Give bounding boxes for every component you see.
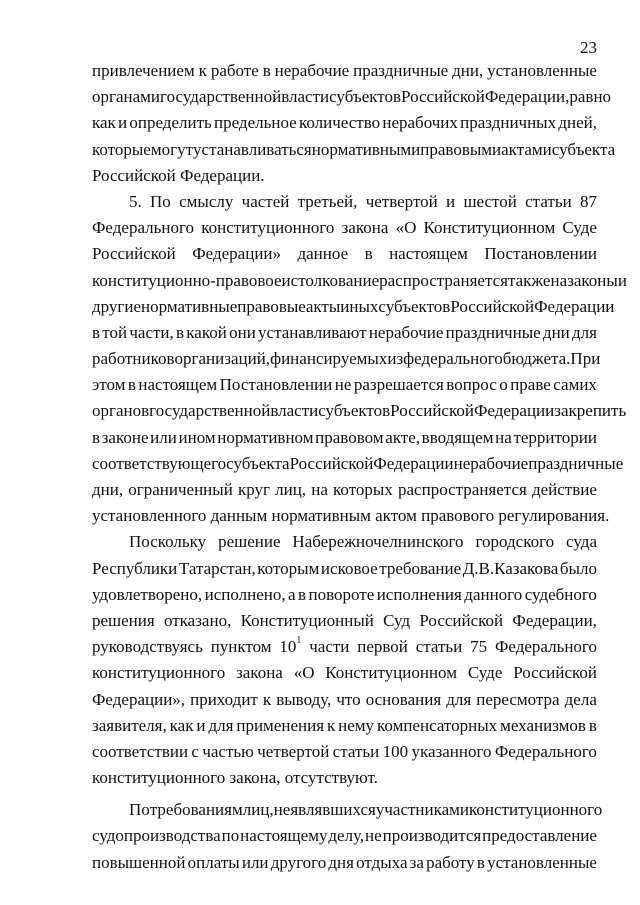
word: требование [379, 558, 462, 578]
word: праздничные [445, 322, 541, 342]
word: Суд [383, 610, 411, 630]
word: устанавливаться [193, 139, 312, 159]
word: устанавливают [258, 322, 367, 342]
word: на [495, 427, 512, 447]
word: 87 [580, 191, 597, 211]
word: лиц, [275, 480, 307, 499]
paragraph [92, 58, 616, 189]
word: Д.В.Казакова [462, 558, 559, 578]
text-line [92, 58, 597, 84]
word: нормативными [311, 139, 421, 159]
text-line [92, 163, 597, 189]
word: определить [129, 113, 212, 133]
word: заявителя, [92, 715, 167, 735]
word: истолкование [281, 270, 380, 290]
word: При [570, 349, 601, 369]
word: судебного [524, 584, 597, 604]
word: статьи [332, 741, 380, 761]
word: правовом [315, 427, 384, 447]
word: статьи [525, 191, 572, 211]
word: основания [365, 689, 442, 709]
word: в [127, 375, 136, 395]
word: акте, [385, 427, 421, 447]
word: частью [202, 741, 254, 761]
word: Конституционном [423, 218, 556, 238]
word: Федерального [494, 741, 597, 761]
word: было [559, 558, 597, 578]
text-line [92, 346, 601, 372]
word: праздничные [528, 453, 624, 473]
word: какой [186, 322, 227, 342]
word: Постановлении [484, 244, 597, 264]
word: 75 [470, 637, 488, 657]
word: предельное [214, 113, 297, 133]
text-line [92, 503, 610, 529]
text-line [92, 294, 615, 320]
word: Федерации, [484, 87, 570, 107]
word: и [118, 113, 128, 133]
text-line [92, 850, 597, 876]
word: как [169, 715, 194, 735]
word: разрешается [353, 375, 444, 395]
word: городского [475, 532, 555, 552]
word: той [102, 322, 128, 342]
word: Федерации» [192, 244, 282, 264]
word: работников [92, 349, 175, 369]
word: шестой [463, 191, 517, 211]
word: исполнено, [204, 584, 286, 604]
word: на [311, 480, 328, 499]
word: в [476, 852, 485, 872]
word: оплаты [187, 852, 240, 872]
word: дней, [558, 113, 597, 133]
word: как [92, 113, 116, 133]
word: которые [92, 139, 151, 159]
word: пунктом [210, 637, 272, 657]
word: актами [501, 139, 552, 159]
word: не [365, 826, 382, 846]
word: Федерального [92, 218, 195, 238]
word: или [150, 427, 177, 447]
text-line [92, 739, 597, 765]
word: с [191, 741, 199, 761]
word: дела [564, 689, 597, 709]
word: нему [338, 715, 375, 735]
word: они [229, 322, 256, 342]
word: участниками [375, 800, 470, 820]
word: смыслу [179, 191, 234, 211]
word: статьи [415, 637, 463, 657]
word: для [208, 715, 234, 735]
word: органов [92, 401, 150, 421]
word: закона [341, 218, 389, 238]
text-line [92, 268, 627, 294]
paragraph [92, 797, 603, 876]
text-line [92, 713, 597, 739]
word: Российской [289, 453, 374, 473]
word: указанного [411, 741, 492, 761]
text-line [92, 215, 597, 241]
word: по [221, 826, 240, 846]
word: государственной [149, 401, 271, 421]
word: что [336, 689, 361, 709]
word: привлечением [92, 61, 195, 80]
word: требованиям [149, 800, 243, 820]
word: Татарстан, [178, 558, 256, 578]
word: данного [464, 584, 523, 604]
word: Российской [92, 244, 176, 264]
text-line [92, 556, 597, 582]
text-line [92, 660, 597, 686]
word: работе [210, 61, 259, 80]
word: «О [293, 663, 315, 683]
text-line [92, 634, 597, 660]
word: выводу, [276, 689, 332, 709]
text-line [92, 477, 597, 503]
word: По [129, 800, 150, 820]
text-line [92, 320, 597, 346]
paragraph [92, 529, 597, 791]
word: на [550, 270, 568, 290]
word: Федерации [373, 453, 454, 473]
word: Суде [562, 218, 597, 238]
paragraph [92, 189, 627, 529]
word: Российской [419, 610, 504, 630]
word: исполнения [376, 584, 462, 604]
text-line [92, 137, 616, 163]
word: руководствуясь [92, 637, 203, 657]
text-line [92, 189, 597, 215]
word: а [288, 584, 296, 604]
word: четвертой [365, 191, 438, 211]
word: и [446, 191, 456, 211]
word: конституционно-правовое [92, 270, 282, 290]
word: распространяется [379, 270, 508, 290]
word: финансируемых [270, 349, 388, 369]
word: власти [281, 87, 330, 107]
word: которым [257, 558, 320, 578]
word: субъектов [329, 87, 402, 107]
word: самих [553, 375, 597, 395]
word: за [409, 852, 424, 872]
word: решения [92, 610, 155, 630]
word: нормативные [141, 296, 238, 316]
word: в [588, 715, 597, 735]
text-line [92, 372, 597, 398]
word: дни, [452, 61, 484, 80]
word: Конституционный [240, 610, 374, 630]
word: Суде [467, 663, 503, 683]
word: Российской [513, 663, 597, 683]
text-line [92, 687, 597, 713]
word: Конституционном [325, 663, 457, 683]
word: Российской Федерации. [92, 165, 265, 185]
word: соответствии [92, 741, 189, 761]
word: в [92, 427, 101, 447]
word: Постановлении [219, 375, 333, 395]
word: к [326, 715, 336, 735]
word: Республики [92, 558, 178, 578]
word: федерального [403, 349, 503, 369]
word: работу [426, 852, 475, 872]
word: Российской [390, 401, 474, 421]
word: ином [178, 427, 216, 447]
word: отказано, [163, 610, 232, 630]
word: настоящем [138, 375, 218, 395]
word: дня [328, 852, 354, 872]
word: праве [510, 375, 551, 395]
word: иных [340, 296, 379, 316]
word: конституционного [92, 663, 226, 683]
word: в [364, 244, 373, 264]
word: решение [218, 532, 281, 552]
word: нерабочих [382, 113, 458, 133]
word: делу, [328, 826, 365, 846]
word: части [309, 637, 350, 657]
word: отдыха [356, 852, 408, 872]
word: Российской [450, 296, 535, 316]
word: могут [150, 139, 194, 159]
word: нерабочие [368, 322, 444, 342]
text-line [92, 110, 597, 136]
word: повороте [308, 584, 375, 604]
word: установленные [487, 852, 597, 872]
word: для [572, 322, 597, 342]
text-line [92, 398, 627, 424]
word: лиц, [242, 800, 274, 820]
word: праздничных [460, 113, 557, 133]
word: ограниченный [128, 480, 233, 499]
word: правовые [237, 296, 306, 316]
word: в [298, 584, 307, 604]
word: вводящем [421, 427, 494, 447]
word: бюджета. [502, 349, 571, 369]
word: $10^1$ [279, 635, 302, 657]
word: являвшихся [290, 800, 376, 820]
word: 5. [129, 191, 142, 211]
word: этом [92, 375, 126, 395]
word: установленные [487, 61, 597, 80]
word: установленного данным нормативным актом правового регулирования. [92, 506, 610, 526]
word: соответствующего [92, 453, 227, 473]
word: Федерации», [92, 689, 186, 709]
word: также [507, 270, 551, 290]
word: суда [566, 532, 597, 552]
word: Набережночелнинского [292, 532, 464, 552]
word: другого [270, 852, 327, 872]
word: законе [101, 427, 149, 447]
text-line [92, 425, 597, 451]
text-line [92, 241, 597, 267]
word: производится [382, 826, 482, 846]
word: нерабочие [274, 61, 350, 80]
word: в [176, 322, 185, 342]
word: субъекта [551, 139, 616, 159]
text-line [92, 529, 597, 555]
text-line [92, 797, 603, 823]
word: государственной [160, 87, 282, 107]
word: 100 [382, 741, 409, 761]
word: количество [298, 113, 381, 133]
word: настоящему [240, 826, 328, 846]
footnote-superscript: 1 [296, 635, 302, 647]
word: не [334, 375, 352, 395]
word: судопроизводства [92, 826, 221, 846]
word: четвертой [257, 741, 330, 761]
word: настоящем [389, 244, 468, 264]
word: Федерального [494, 637, 597, 657]
word: закрепить [554, 401, 627, 421]
word: частей [241, 191, 290, 211]
word: Поскольку [129, 532, 207, 552]
word: пересмотра [476, 689, 560, 709]
word: или [241, 852, 269, 872]
word: субъекта [226, 453, 290, 473]
word: вопрос [446, 375, 497, 395]
page-number: 23 [580, 38, 597, 57]
word: не [273, 800, 291, 820]
word: механизмов [500, 715, 586, 735]
word: удовлетворено, [92, 584, 203, 604]
word: дни, [92, 480, 124, 499]
word: действие [531, 480, 597, 499]
word: акты [305, 296, 341, 316]
word: нерабочие [453, 453, 529, 473]
word: приходит [190, 689, 258, 709]
word: органами [92, 87, 161, 107]
word: и [196, 715, 206, 735]
word: дни [542, 322, 570, 342]
text-line [92, 608, 597, 634]
word: в [92, 322, 101, 342]
document-body [92, 58, 627, 876]
word: праздничные [353, 61, 449, 80]
word: конституционного закона, отсутствуют. [92, 768, 378, 788]
text-line [92, 823, 597, 849]
word: для [446, 689, 472, 709]
word: к [198, 61, 207, 80]
word: «О [395, 218, 417, 238]
word: повышенной [92, 852, 186, 872]
word: другие [92, 296, 142, 316]
word: законы [567, 270, 618, 290]
word: в [262, 61, 271, 80]
word: власти [270, 401, 319, 421]
word: которых [333, 480, 393, 499]
word: о [499, 375, 508, 395]
word: правовыми [420, 139, 502, 159]
word: По [150, 191, 171, 211]
word: третьей, [297, 191, 358, 211]
word: субъектов [378, 296, 451, 316]
text-line [92, 582, 597, 608]
word: Российской [401, 87, 485, 107]
word: данное [297, 244, 349, 264]
word: к [262, 689, 272, 709]
word: применения [236, 715, 325, 735]
text-line [92, 84, 612, 110]
word: из [387, 349, 404, 369]
word: конституционного [201, 218, 335, 238]
word: компенсаторных [377, 715, 498, 735]
word: круг [237, 480, 270, 499]
word: распространяется [398, 480, 527, 499]
word: исковое [320, 558, 378, 578]
text-line [92, 765, 597, 791]
word: конституционного [469, 800, 603, 820]
word: и [617, 270, 627, 290]
word: Федерации, [512, 610, 597, 630]
text-line [92, 451, 624, 477]
word: первой [357, 637, 408, 657]
word: Федерации [534, 296, 615, 316]
word: закона [236, 663, 283, 683]
word: Федерации [473, 401, 555, 421]
word: нормативном [217, 427, 314, 447]
word: организаций, [174, 349, 271, 369]
word: части, [129, 322, 174, 342]
word: субъектов [318, 401, 391, 421]
word: предоставление [482, 826, 597, 846]
word: территории [513, 427, 597, 447]
word: равно [569, 87, 612, 107]
